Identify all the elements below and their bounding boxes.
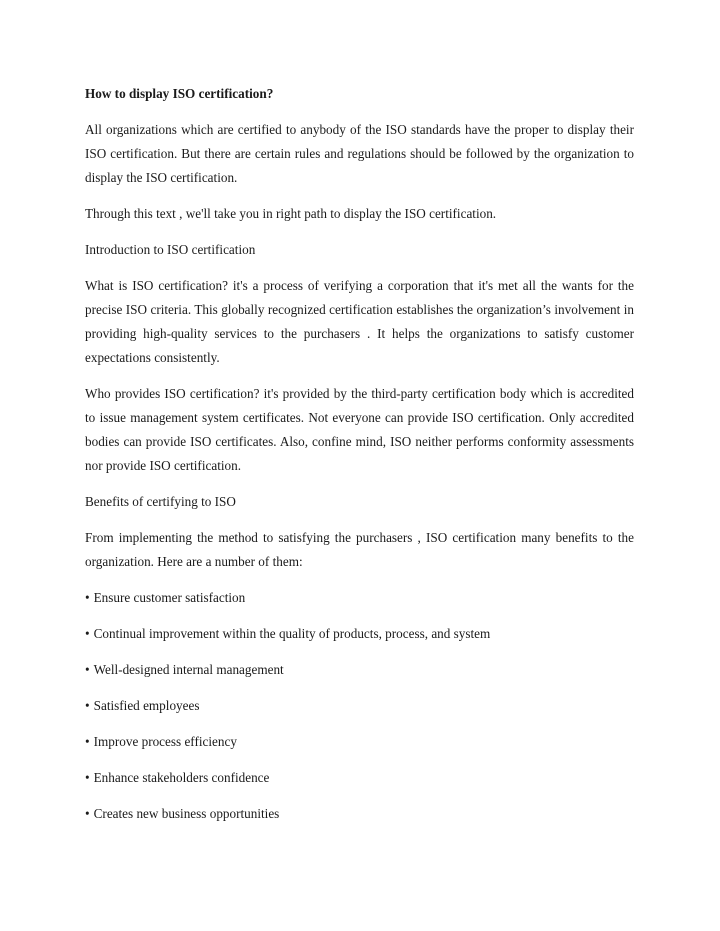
- paragraph-who-provides: Who provides ISO certification? it's provided by the third-party certification body which is accredited to issue management system certificates. Not everyone can provide ISO certification. Only accredited bodies can provide ISO certificates. Also, confine mind, ISO neither performs conformity assessments nor provide ISO certification.: [85, 386, 634, 473]
- list-item-text: Continual improvement within the quality of products, process, and system: [93, 626, 491, 641]
- bullet-icon: •: [85, 698, 90, 713]
- document-title: How to display ISO certification?: [85, 86, 274, 101]
- list-item: [85, 730, 634, 754]
- bullet-icon: •: [85, 734, 90, 749]
- list-item-text: Enhance stakeholders confidence: [93, 770, 270, 785]
- bullet-icon: •: [85, 770, 90, 785]
- list-item-text: Ensure customer satisfaction: [93, 590, 246, 605]
- list-item: [85, 622, 634, 646]
- list-item: [85, 658, 634, 682]
- list-item-text: Improve process efficiency: [93, 734, 237, 749]
- bullet-icon: •: [85, 662, 90, 677]
- bullet-icon: •: [85, 806, 90, 821]
- benefits-list: [85, 586, 634, 826]
- list-item: [85, 694, 634, 718]
- section-heading-introduction: Introduction to ISO certification: [85, 242, 256, 257]
- paragraph-benefits-intro: From implementing the method to satisfying the purchasers , ISO certification many benefits to the organization. Here are a number of them:: [85, 530, 634, 569]
- paragraph-intro: All organizations which are certified to anybody of the ISO standards have the proper to display their ISO certification. But there are certain rules and regulations should be followed by the organization to display the ISO certification.: [85, 122, 634, 185]
- paragraph-what-is-iso: What is ISO certification? it's a process of verifying a corporation that it's met all the wants for the precise ISO criteria. This globally recognized certification establishes the organization’s involvement in providing high-quality services to the purchasers . It helps the organizations to satisfy customer expectations consistently.: [85, 278, 634, 365]
- list-item-text: Creates new business opportunities: [93, 806, 280, 821]
- bullet-icon: •: [85, 626, 90, 641]
- document-page: [85, 84, 634, 838]
- list-item: [85, 766, 634, 790]
- list-item-text: Well-designed internal management: [93, 662, 284, 677]
- list-item: [85, 802, 634, 826]
- bullet-icon: •: [85, 590, 90, 605]
- section-heading-benefits: Benefits of certifying to ISO: [85, 494, 236, 509]
- paragraph-through-this-text: Through this text , we'll take you in right path to display the ISO certification.: [85, 206, 497, 221]
- list-item: [85, 586, 634, 610]
- list-item-text: Satisfied employees: [93, 698, 200, 713]
